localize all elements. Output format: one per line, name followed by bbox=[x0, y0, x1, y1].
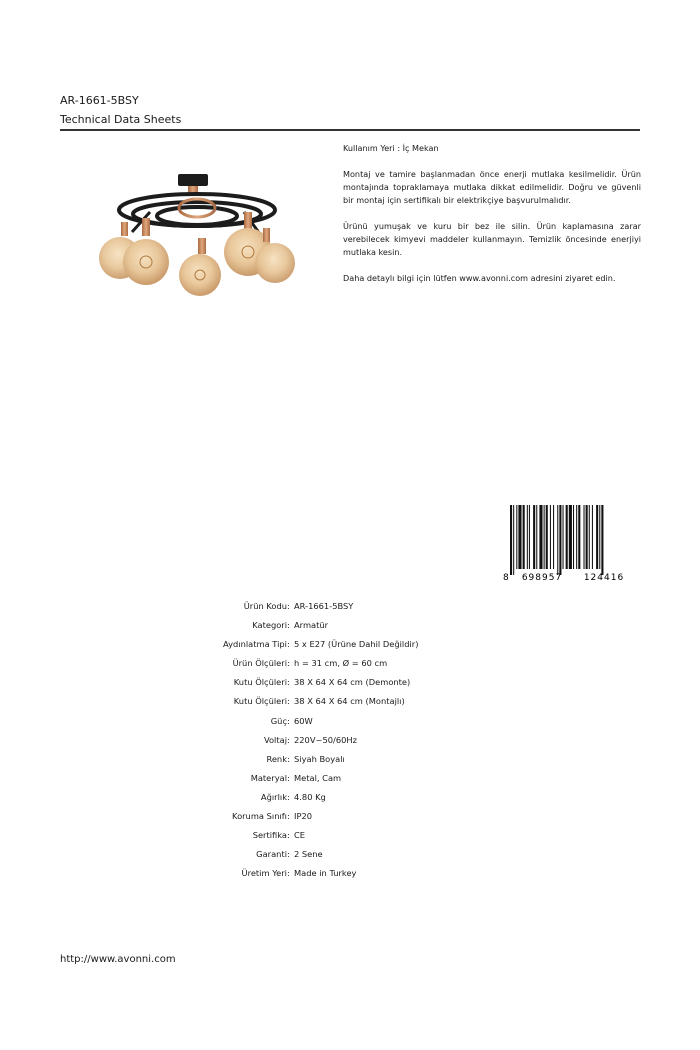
spec-label: Ağırlık bbox=[260, 791, 287, 802]
spec-value: AR-1661-5BSY bbox=[294, 601, 354, 611]
barcode-bar bbox=[510, 505, 512, 575]
spec-label: Sertifika bbox=[252, 830, 287, 841]
barcode-bar bbox=[539, 505, 542, 569]
barcode-bar bbox=[601, 505, 603, 575]
spec-value: 4.80 Kg bbox=[294, 791, 326, 802]
footer-url: http://www.avonni.com bbox=[60, 954, 176, 965]
spec-row bbox=[60, 673, 580, 692]
barcode-bar bbox=[599, 505, 600, 569]
spec-separator: : bbox=[287, 620, 290, 631]
barcode-bar bbox=[573, 505, 574, 569]
spec-row bbox=[60, 712, 580, 731]
document-subtitle: Technical Data Sheets bbox=[60, 113, 182, 126]
barcode-digits-left: 698957 bbox=[521, 573, 563, 583]
spec-value: 38 X 64 X 64 cm (Montajlı) bbox=[294, 696, 405, 707]
product-description bbox=[343, 142, 641, 298]
cleaning-paragraph: Ürünü yumuşak ve kuru bir bez ile silin. Ürün kaplamasına zarar verebilecek kimyevi maddeler kullanmayın. Temizlik öncesinde enerjiyi mutlaka kesin. bbox=[343, 221, 641, 257]
more-info-paragraph: Daha detaylı bilgi için lütfen www.avonni.com adresini ziyaret edin. bbox=[343, 273, 616, 283]
barcode-bar bbox=[559, 505, 561, 575]
spec-label: Koruma Sınıfı bbox=[232, 811, 287, 822]
barcode bbox=[502, 503, 640, 583]
spec-row bbox=[60, 788, 580, 807]
spec-row bbox=[60, 616, 580, 635]
barcode-bar bbox=[557, 505, 558, 575]
barcode-digits-right: 124416 bbox=[583, 573, 625, 583]
spec-label: Kutu Ölçüleri bbox=[233, 677, 287, 688]
spec-separator: : bbox=[287, 849, 290, 860]
spec-separator: : bbox=[287, 639, 290, 650]
spec-label: Kutu Ölçüleri bbox=[233, 696, 287, 707]
spec-row bbox=[60, 826, 580, 845]
spec-row bbox=[60, 750, 580, 769]
spec-value: 2 Sene bbox=[294, 849, 323, 860]
barcode-bar bbox=[592, 505, 593, 569]
spec-table bbox=[60, 597, 580, 883]
barcode-bar bbox=[529, 505, 530, 569]
barcode-bar bbox=[576, 505, 577, 569]
spec-value: 5 x E27 (Ürüne Dahil Değildir) bbox=[294, 639, 419, 650]
spec-row bbox=[60, 769, 580, 788]
spec-label: Üretim Yeri bbox=[241, 868, 287, 879]
safety-paragraph: Montaj ve tamire başlanmadan önce enerji mutlaka kesilmelidir. Ürün montajında topraklamaya mutlaka dikkat edilmelidir. Doğru ve güvenli bir montaj için sertifikalı bir elektrikçiye başvurulmalıdır. bbox=[343, 169, 641, 205]
spec-label: Materyal bbox=[250, 772, 287, 783]
spec-separator: : bbox=[287, 791, 290, 802]
barcode-bar bbox=[569, 505, 572, 569]
spec-label: Güç bbox=[270, 715, 287, 726]
barcode-digit-first: 8 bbox=[503, 573, 509, 583]
spec-separator: : bbox=[287, 696, 290, 707]
barcode-bar bbox=[523, 505, 525, 569]
spec-row bbox=[60, 807, 580, 826]
spec-label: Garanti bbox=[256, 849, 287, 860]
document-title: AR-1661-5BSY bbox=[60, 94, 139, 107]
spec-label: Voltaj bbox=[263, 734, 287, 745]
barcode-bar bbox=[550, 505, 551, 569]
barcode-bar bbox=[536, 505, 537, 569]
spec-row bbox=[60, 692, 580, 711]
spec-separator: : bbox=[287, 601, 290, 611]
barcode-bar bbox=[513, 505, 514, 575]
barcode-bar bbox=[533, 505, 535, 569]
barcode-bar bbox=[546, 505, 548, 569]
barcode-bar bbox=[578, 505, 580, 569]
barcode-bar bbox=[518, 505, 521, 569]
spec-value: Metal, Cam bbox=[294, 772, 342, 783]
spec-value: Siyah Boyalı bbox=[294, 753, 345, 764]
spec-row bbox=[60, 635, 580, 654]
barcode-bar bbox=[527, 505, 528, 569]
spec-separator: : bbox=[287, 830, 290, 841]
chandelier-product-image bbox=[92, 162, 302, 302]
spec-separator: : bbox=[287, 868, 290, 879]
spec-row bbox=[60, 731, 580, 750]
header-rule bbox=[60, 129, 640, 131]
spec-label: Ürün Kodu bbox=[243, 601, 287, 611]
spec-value: IP20 bbox=[294, 811, 313, 822]
barcode-bar bbox=[553, 505, 554, 569]
barcode-bar bbox=[584, 505, 585, 569]
spec-separator: : bbox=[287, 734, 290, 745]
spec-row bbox=[60, 597, 580, 616]
spec-value: Made in Turkey bbox=[294, 868, 357, 879]
spec-separator: : bbox=[287, 753, 290, 764]
barcode-bar bbox=[566, 505, 568, 569]
spec-label: Kategori bbox=[252, 620, 287, 631]
spec-separator: : bbox=[287, 658, 290, 669]
spec-value: Armatür bbox=[294, 620, 329, 631]
barcode-bar bbox=[586, 505, 588, 569]
spec-separator: : bbox=[287, 772, 290, 783]
spec-value: 220V~50/60Hz bbox=[294, 734, 357, 745]
spec-value: CE bbox=[294, 830, 306, 841]
spec-label: Aydınlatma Tipi bbox=[223, 639, 287, 650]
barcode-bar bbox=[589, 505, 590, 569]
spec-value: 38 X 64 X 64 cm (Demonte) bbox=[294, 677, 411, 688]
spec-value: h = 31 cm, Ø = 60 cm bbox=[294, 658, 388, 669]
spec-row bbox=[60, 845, 580, 864]
barcode-bar bbox=[516, 505, 517, 569]
barcode-bar bbox=[596, 505, 598, 569]
barcode-bar bbox=[544, 505, 545, 569]
barcode-bar bbox=[563, 505, 564, 569]
spec-row bbox=[60, 864, 580, 883]
spec-separator: : bbox=[287, 811, 290, 822]
spec-separator: : bbox=[287, 715, 290, 726]
spec-row bbox=[60, 654, 580, 673]
usage-location: Kullanım Yeri : İç Mekan bbox=[343, 143, 439, 153]
spec-label: Renk bbox=[266, 753, 287, 764]
spec-label: Ürün Ölçüleri bbox=[232, 658, 287, 669]
spec-separator: : bbox=[287, 677, 290, 688]
spec-value: 60W bbox=[294, 715, 313, 726]
